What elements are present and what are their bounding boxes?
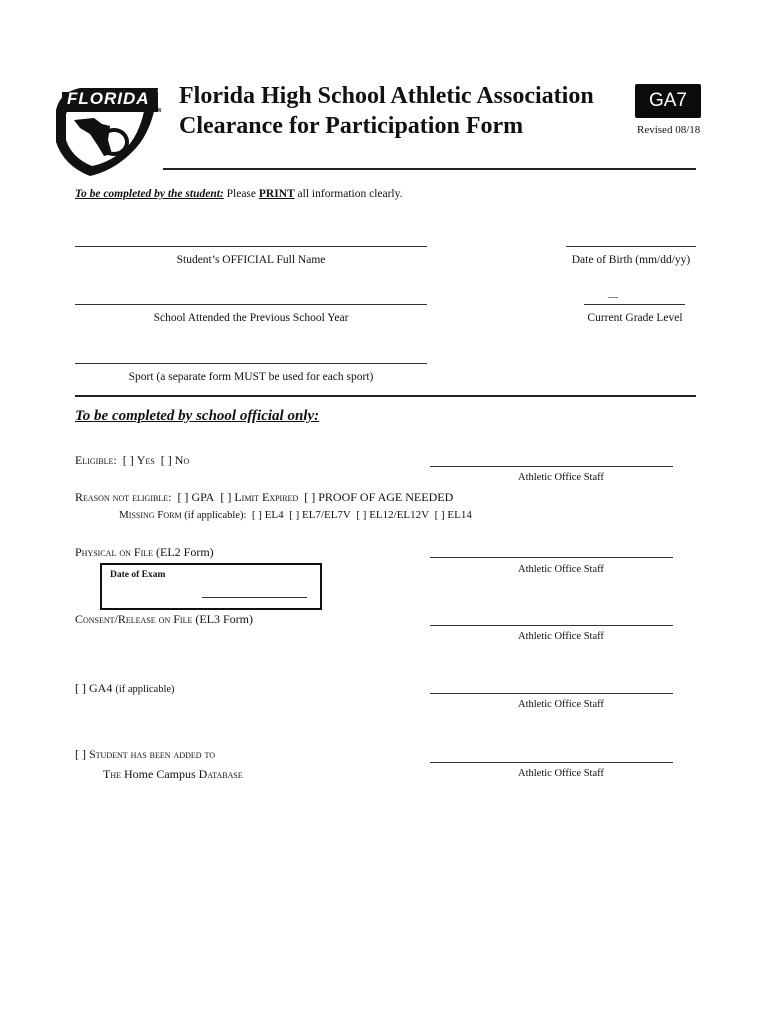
ga4-row [75,681,175,696]
eligible-yes-label: Yes [136,453,155,467]
el14-checkbox[interactable]: [ ] [434,509,445,521]
eligible-yes-checkbox[interactable]: [ ] [122,453,134,467]
gpa-label: GPA [191,490,215,504]
header-divider [163,168,696,170]
form-title-line1: Florida High School Athletic Association [179,83,594,109]
student-section-label: To be completed by the student: [75,188,224,200]
limit-expired-checkbox[interactable]: [ ] [220,490,232,504]
eligible-no-label: No [174,453,190,467]
student-instructions [75,188,403,200]
added-row [75,747,215,762]
eligible-signature-line[interactable] [430,466,673,467]
added-staff-caption: Athletic Office Staff [518,768,604,779]
added-database: Database [198,767,243,781]
fhsaa-logo [50,84,162,180]
limit-expired-label: Limit Expired [234,490,299,504]
reason-row [75,490,453,505]
school-field[interactable] [75,304,427,305]
ga4-signature-line[interactable] [430,693,673,694]
el12-label: EL12/EL12V [369,509,430,521]
school-caption: School Attended the Previous School Year [153,312,349,324]
ga4-checkbox[interactable]: [ ] [75,681,86,695]
form-title-line2: Clearance for Participation Form [179,113,524,139]
added-row-line2 [103,767,243,782]
missing-form-label: Missing Form [119,509,182,521]
el4-label: EL4 [264,509,284,521]
consent-form: (EL3 Form) [192,612,253,626]
eligible-row [75,453,189,468]
proof-of-age-label: PROOF OF AGE NEEDED [318,490,454,504]
eligible-staff-caption: Athletic Office Staff [518,472,604,483]
section-divider [75,395,696,397]
dob-caption: Date of Birth (mm/dd/yy) [571,254,691,266]
eligible-no-checkbox[interactable]: [ ] [160,453,172,467]
sport-field[interactable] [75,363,427,364]
physical-label: Physical on File [75,545,154,559]
form-code-badge: GA7 [635,84,701,118]
revised-date: Revised 08/18 [637,124,701,136]
grade-field[interactable] [584,304,685,305]
intro-post: all information clearly. [294,188,403,200]
consent-row [75,612,253,627]
missing-form-note: (if applicable): [181,510,247,521]
full-name-caption: Student’s OFFICIAL Full Name [176,254,326,266]
added-home-campus: Home Campus [121,767,199,781]
form-title [179,81,594,141]
physical-staff-caption: Athletic Office Staff [518,564,604,575]
el12-checkbox[interactable]: [ ] [356,509,367,521]
ga4-label: GA4 [89,681,113,695]
consent-staff-caption: Athletic Office Staff [518,631,604,642]
grade-mark: — [608,292,618,303]
el4-checkbox[interactable]: [ ] [251,509,262,521]
added-signature-line[interactable] [430,762,673,763]
grade-caption: Current Grade Level [587,312,683,324]
ga4-staff-caption: Athletic Office Staff [518,699,604,710]
el14-label: EL14 [447,509,472,521]
intro-pre: Please [223,188,259,200]
logo-text: FLORIDA [67,89,150,108]
date-of-exam-field[interactable] [202,597,307,598]
added-the: The [103,767,121,781]
physical-form: (EL2 Form) [153,545,214,559]
el7-label: EL7/EL7V [301,509,351,521]
el7-checkbox[interactable]: [ ] [289,509,300,521]
missing-form-row [119,509,472,521]
physical-row [75,545,214,560]
ga4-note: (if applicable) [115,684,175,695]
intro-print: PRINT [258,188,295,200]
added-checkbox[interactable]: [ ] [75,747,86,761]
full-name-field[interactable] [75,246,427,247]
added-label-line1: Student has been added to [89,747,216,761]
physical-signature-line[interactable] [430,557,673,558]
dob-field[interactable] [566,246,696,247]
official-section-heading: To be completed by school official only: [75,408,320,424]
consent-label: Consent/Release on File [75,612,193,626]
eligible-label: Eligible: [75,453,117,467]
logo-subtext: HIGH SCHOOL ATHLETIC ASSOCIATION [65,108,162,114]
proof-of-age-checkbox[interactable]: [ ] [304,490,316,504]
sport-caption: Sport (a separate form MUST be used for each sport) [128,371,374,383]
date-of-exam-label: Date of Exam [110,570,166,580]
reason-label: Reason not eligible: [75,490,172,504]
consent-signature-line[interactable] [430,625,673,626]
gpa-checkbox[interactable]: [ ] [177,490,189,504]
